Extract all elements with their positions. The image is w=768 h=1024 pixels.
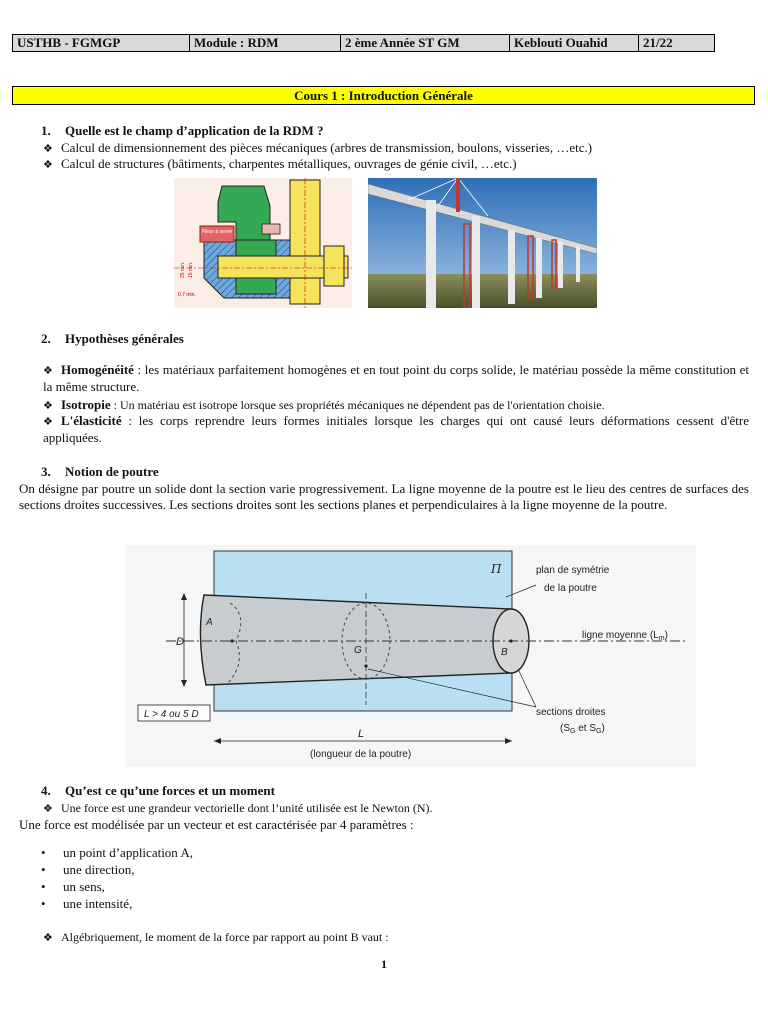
- dot-bullet-icon: •: [41, 862, 46, 877]
- header-cell-date: 21/22: [639, 35, 715, 52]
- header-table: [12, 34, 715, 52]
- drawing-label-25: 25 min.: [180, 261, 186, 278]
- hypothesis-text: : Un matériau est isotrope lorsque ses propriétés mécaniques ne dépendent pas de l'orientation choisie.: [110, 398, 605, 412]
- diamond-bullet-icon: ❖: [43, 400, 53, 412]
- mean-line-close: ): [664, 630, 668, 641]
- force-definition: [43, 800, 433, 817]
- length-l-label: L: [358, 728, 365, 740]
- plane-label-line2: de la poutre: [544, 583, 597, 594]
- hypothesis-isotropy: [43, 397, 749, 414]
- section-1-item-text: Calcul de dimensionnement des pièces mécaniques (arbres de transmission, boulons, visseries, …etc.): [61, 140, 593, 155]
- diamond-bullet-icon: ❖: [43, 416, 53, 428]
- section-3-paragraph: On désigne par poutre un solide dont la section varie progressivement. La ligne moyenne de la poutre est le lieu des centres de surfaces des sections droites successives. Les sections droites sont les sections planes et perpendiculaires à la ligne moyenne de la poutre.: [19, 481, 749, 512]
- dot-bullet-icon: •: [41, 879, 46, 894]
- section-2-number: 2.: [41, 331, 51, 346]
- drawing-label-15: 15 min.: [188, 261, 194, 278]
- course-title: Cours 1 : Introduction Générale: [12, 86, 755, 105]
- section-1-heading: [41, 123, 324, 139]
- parameter-text: une direction,: [63, 862, 135, 877]
- parameter-list-item: [41, 896, 132, 912]
- bridge-photo: [368, 178, 597, 308]
- hypothesis-term: Isotropie: [61, 397, 111, 412]
- section-2-heading: [41, 331, 184, 347]
- sections-subscript: G: [596, 728, 602, 735]
- mean-line-subscript: m: [658, 635, 665, 642]
- section-1-item-text: Calcul de structures (bâtiments, charpentes métalliques, ouvrages de génie civil, …etc.): [61, 156, 517, 171]
- hypothesis-text: : les matériaux parfaitement homogènes et en tout point du corps solide, le matériau possède la même constitution et la même structure.: [43, 362, 749, 394]
- section-1-item: [43, 156, 517, 173]
- parameter-list-item: [41, 845, 193, 861]
- dot-bullet-icon: •: [41, 845, 46, 860]
- drawing-label-piece: Pièce à serrer: [201, 229, 233, 235]
- parameter-list-item: [41, 862, 134, 878]
- section-3-title: Notion de poutre: [65, 464, 159, 479]
- header-cell-institution: USTHB - FGMGP: [13, 35, 190, 52]
- sections-subscript: G: [570, 728, 576, 735]
- section-4-heading: [41, 783, 275, 799]
- plane-label-line1: plan de symétrie: [536, 565, 610, 576]
- dot-bullet-icon: •: [41, 896, 46, 911]
- dimension-d-label: D: [176, 636, 184, 648]
- point-a-label: A: [206, 617, 213, 628]
- section-1-number: 1.: [41, 123, 51, 138]
- hypothesis-term: Homogénéité: [61, 362, 134, 377]
- section-4-number: 4.: [41, 783, 51, 798]
- section-1-title: Quelle est le champ d’application de la RDM ?: [65, 123, 324, 138]
- section-1-item: [43, 140, 592, 157]
- hypothesis-homogeneity: [43, 362, 749, 395]
- moment-definition-text: Algébriquement, le moment de la force par rapport au point B vaut :: [61, 930, 389, 944]
- hypothesis-elasticity: [43, 413, 749, 446]
- force-definition-text: Une force est une grandeur vectorielle dont l’unité utilisée est le Newton (N).: [61, 801, 433, 815]
- diamond-bullet-icon: ❖: [43, 365, 53, 377]
- force-parameters-intro: Une force est modélisée par un vecteur et est caractérisée par 4 paramètres :: [19, 817, 414, 832]
- bolt-assembly-drawing: [174, 178, 352, 308]
- page-number: 1: [381, 957, 387, 971]
- header-cell-module: Module : RDM: [190, 35, 341, 52]
- hypothesis-text: : les corps reprendre leurs formes initiales lorsque les charges qui ont causé leurs déformations cessent d'être appliquées.: [43, 413, 749, 445]
- hypothesis-term: L'élasticité: [61, 413, 122, 428]
- sections-open: (S: [560, 723, 570, 734]
- sections-label-line1: sections droites: [536, 707, 606, 718]
- diamond-bullet-icon: ❖: [43, 803, 53, 815]
- beam-diagram: [126, 545, 696, 767]
- parameter-text: un sens,: [63, 879, 105, 894]
- slenderness-condition: L > 4 ou 5 D: [144, 709, 199, 720]
- moment-definition: [43, 929, 389, 946]
- sections-and: et S: [575, 723, 597, 734]
- parameter-text: un point d’application A,: [63, 845, 193, 860]
- drawing-label-07: 0,7 min.: [178, 292, 196, 298]
- section-2-title: Hypothèses générales: [65, 331, 184, 346]
- diamond-bullet-icon: ❖: [43, 143, 53, 155]
- mean-line-text: ligne moyenne (L: [582, 630, 659, 641]
- point-g-label: G: [354, 645, 362, 656]
- mean-line-label: [582, 630, 668, 642]
- diamond-bullet-icon: ❖: [43, 159, 53, 171]
- length-caption: (longueur de la poutre): [310, 749, 412, 760]
- plane-pi-label: Π: [491, 562, 502, 576]
- point-b-label: B: [501, 647, 508, 658]
- parameter-text: une intensité,: [63, 896, 133, 911]
- section-4-title: Qu’est ce qu’une forces et un moment: [65, 783, 275, 798]
- header-cell-author: Keblouti Ouahid: [510, 35, 639, 52]
- section-3-heading: [41, 464, 159, 480]
- parameter-list-item: [41, 879, 105, 895]
- header-cell-year: 2 ème Année ST GM: [341, 35, 510, 52]
- sections-close: ): [601, 723, 605, 734]
- diamond-bullet-icon: ❖: [43, 932, 53, 944]
- section-3-number: 3.: [41, 464, 51, 479]
